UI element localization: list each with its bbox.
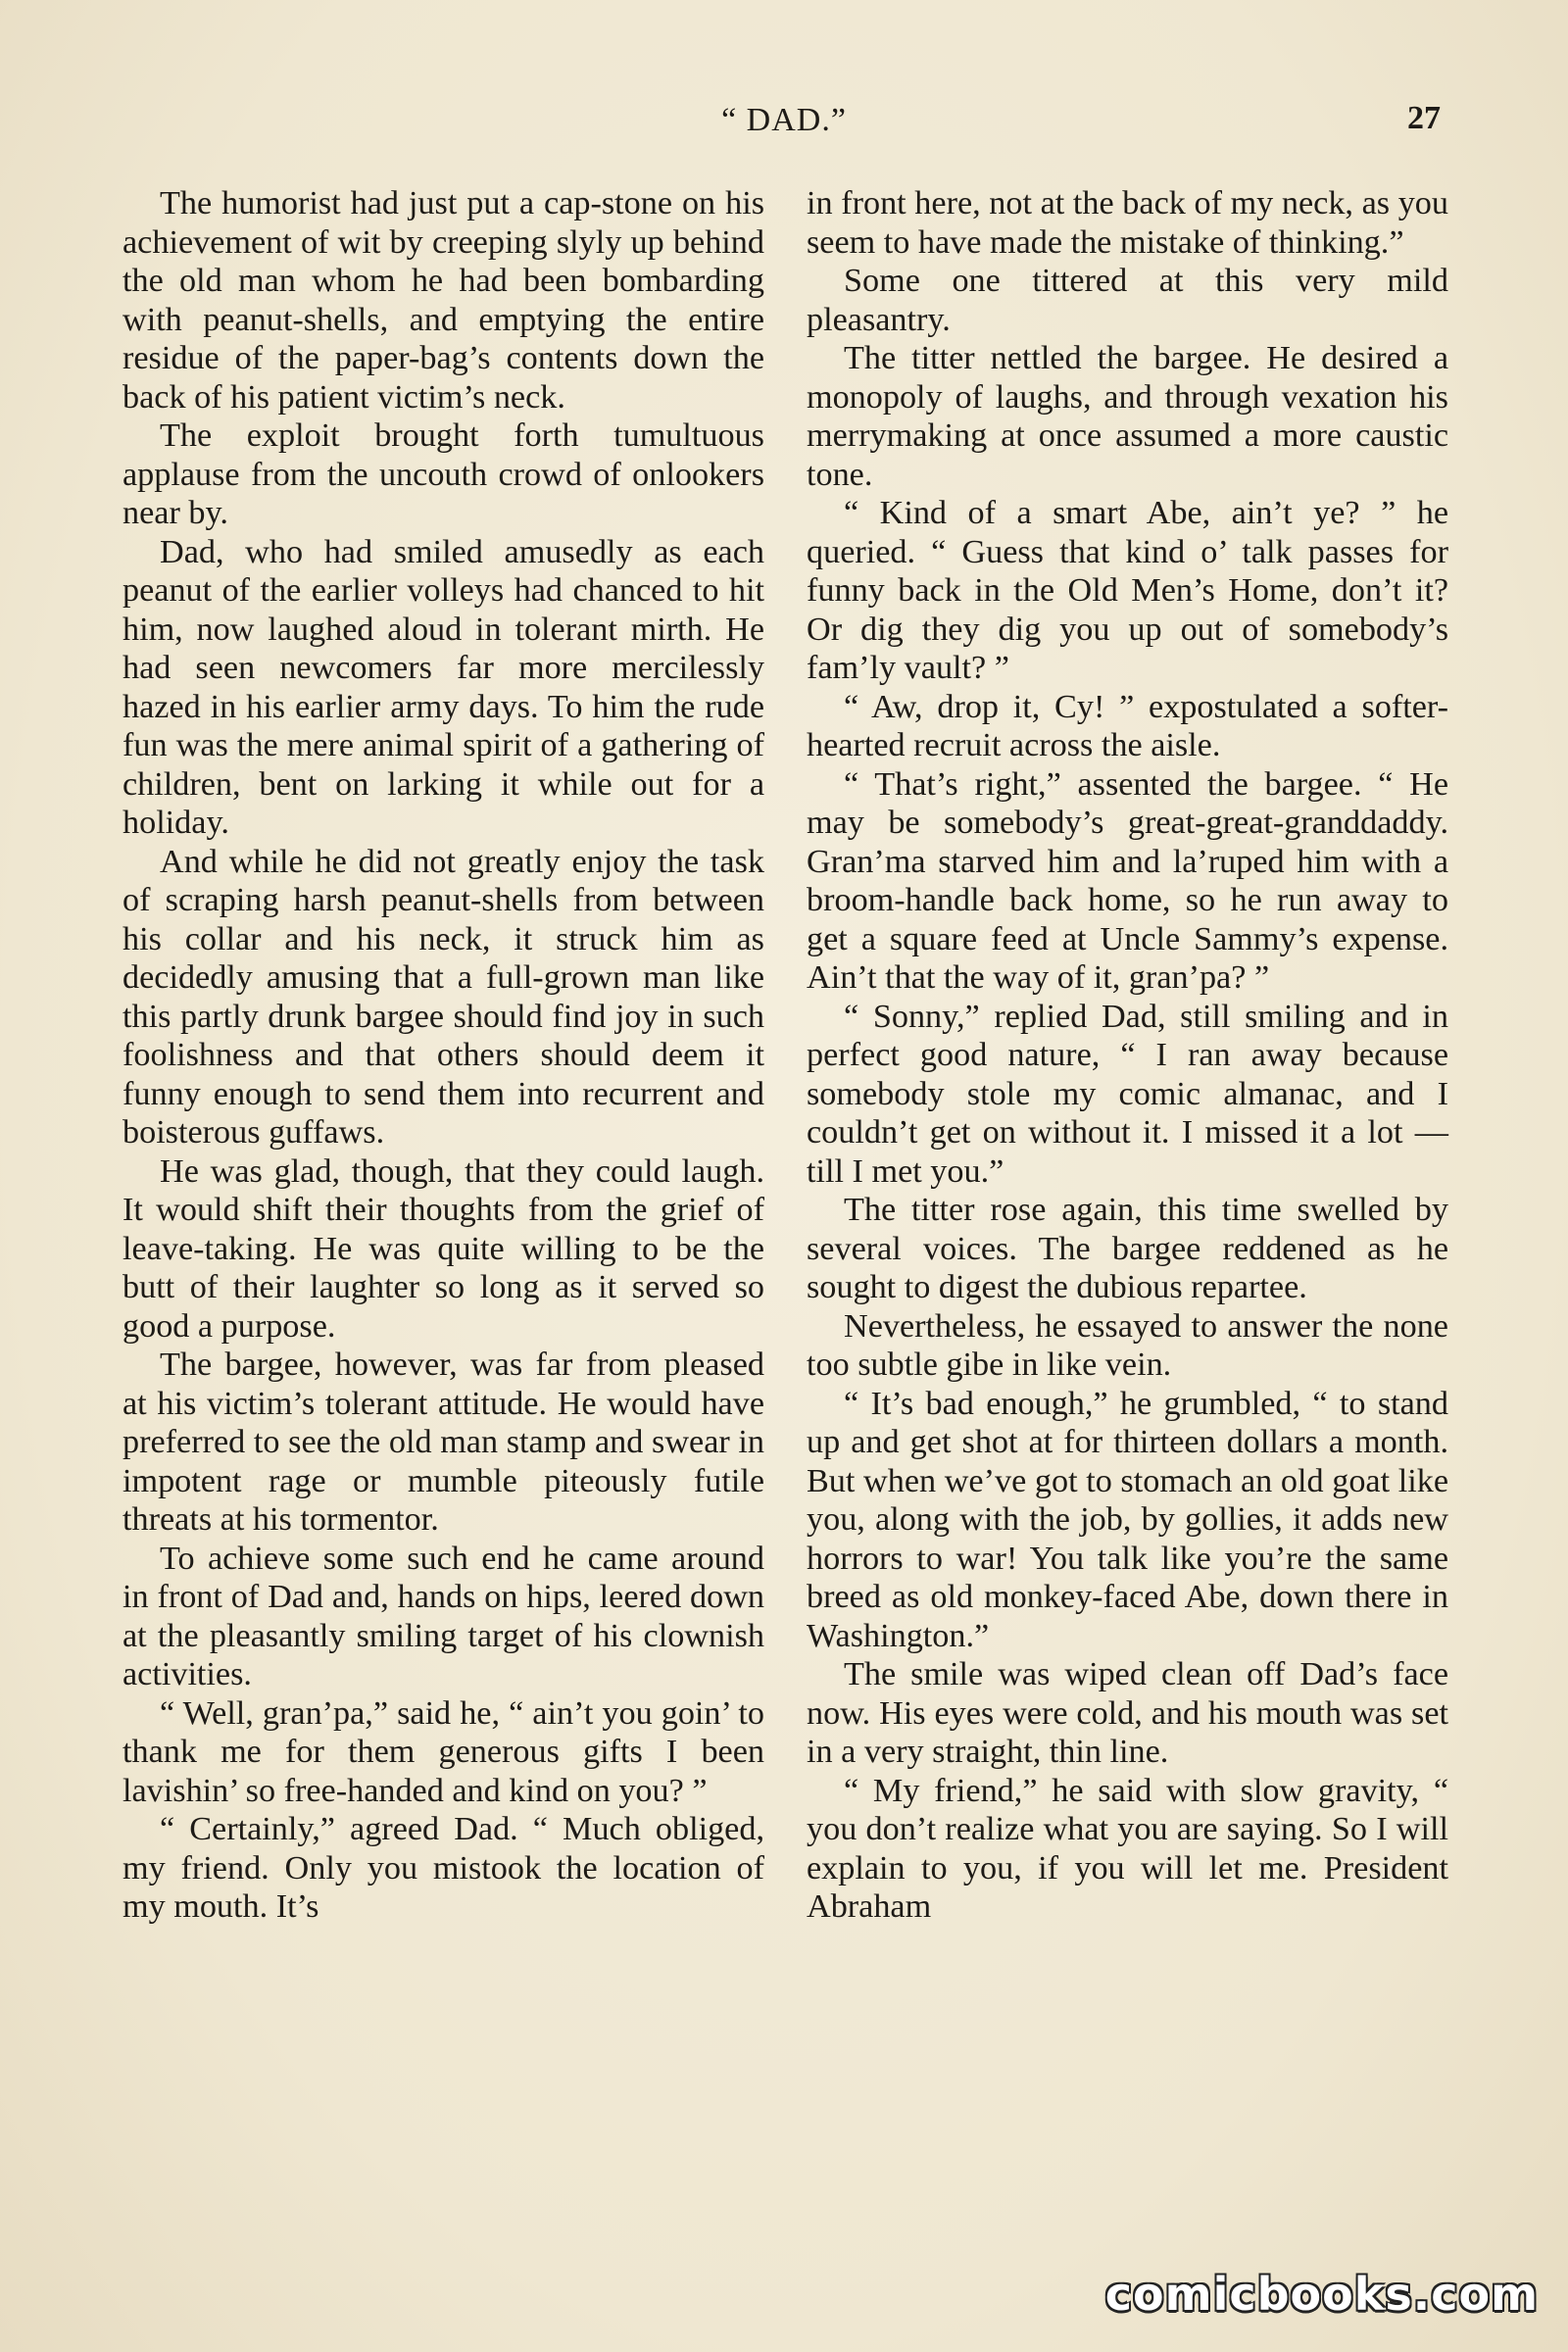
paragraph: “ Well, gran’pa,” said he, “ ain’t you goin’ to thank me for them generous gifts I been lavishin’ so free-handed and kind on you? ”	[122, 1694, 764, 1809]
paragraph: The smile was wiped clean off Dad’s face now. His eyes were cold, and his mouth was set in a very straight, thin line.	[807, 1656, 1448, 1770]
paragraph: The titter rose again, this time swelled by several voices. The bargee reddened as he sought to digest the dubious repartee.	[807, 1192, 1448, 1305]
paragraph: Nevertheless, he essayed to answer the none too subtle gibe in like vein.	[807, 1307, 1448, 1383]
paragraph: “ Aw, drop it, Cy! ” expostulated a softer-hearted recruit across the aisle.	[807, 688, 1448, 763]
paragraph: “ It’s bad enough,” he grumbled, “ to stand up and get shot at for thirteen dollars a month. But when we’ve got to stomach an old goat like you, along with the job, by gollies, it adds new horrors to war! You talk like you’re the same breed as old monkey-faced Abe, down there in Washington.”	[807, 1385, 1448, 1654]
left-column	[122, 184, 764, 1927]
paragraph: “ That’s right,” assented the bargee. “ He may be somebody’s great-great-granddaddy. Gran’ma starved him and la’ruped him with a broom-handle back home, so he run away to get a square feed at Uncle Sammy’s expense. Ain’t that the way of it, gran’pa? ”	[807, 765, 1448, 996]
paragraph: “ Kind of a smart Abe, ain’t ye? ” he queried. “ Guess that kind o’ talk passes for funny back in the Old Men’s Home, don’t it? Or dig they dig you up out of somebody’s fam’ly vault? ”	[807, 495, 1448, 686]
paragraph: The humorist had just put a cap-stone on his achievement of wit by creeping slyly up behind the old man whom he had been bombarding with peanut-shells, and emptying the entire residue of the paper-bag’s contents down the back of his patient victim’s neck.	[122, 185, 764, 416]
paragraph: And while he did not greatly enjoy the task of scraping harsh peanut-shells from between his collar and his neck, it struck him as decidedly amusing that a full-grown man like this partly drunk bargee should find joy in such foolishness and that others should deem it funny enough to send them into recurrent and boisterous guffaws.	[122, 843, 764, 1151]
paragraph: The bargee, however, was far from pleased at his victim’s tolerant attitude. He would have preferred to see the old man stamp and swear in impotent rage or mumble piteously futile threats at his tormentor.	[122, 1347, 764, 1538]
paragraph: The exploit brought forth tumultuous applause from the uncouth crowd of onlookers near by.	[122, 417, 764, 531]
paragraph-continuation: in front here, not at the back of my neck, as you seem to have made the mistake of thinking.”	[807, 185, 1448, 261]
chapter-title: “ DAD.”	[721, 102, 847, 138]
paragraph: He was glad, though, that they could laugh. It would shift their thoughts from the grief of leave-taking. He was quite willing to be the butt of their laughter so long as it served so good a purpose.	[122, 1152, 764, 1345]
page-number: 27	[1407, 100, 1441, 136]
paragraph: The titter nettled the bargee. He desired a monopoly of laughs, and through vexation his merrymaking at once assumed a more caustic tone.	[807, 340, 1448, 493]
paragraph: “ My friend,” he said with slow gravity, “ you don’t realize what you are saying. So I will explain to you, if you will let me. President Abraham	[807, 1772, 1448, 1925]
paragraph: “ Certainly,” agreed Dad. “ Much obliged, my friend. Only you mistook the location of my mouth. It’s	[122, 1811, 764, 1925]
paragraph: Some one tittered at this very mild pleasantry.	[807, 263, 1448, 338]
watermark-logo: comicbooks.com	[1104, 2268, 1539, 2321]
running-head	[0, 98, 1568, 147]
right-column	[807, 184, 1448, 1927]
paragraph: Dad, who had smiled amusedly as each peanut of the earlier volleys had chanced to hit him, now laughed aloud in tolerant mirth. He had seen newcomers far more mercilessly hazed in his earlier army days. To him the rude fun was the mere animal spirit of a gathering of children, bent on larking it while out for a holiday.	[122, 533, 764, 841]
paragraph: “ Sonny,” replied Dad, still smiling and in perfect good nature, “ I ran away because somebody stole my comic almanac, and I couldn’t get on without it. I missed it a lot — till I met you.”	[807, 998, 1448, 1190]
paragraph: To achieve some such end he came around in front of Dad and, hands on hips, leered down at the pleasantly smiling target of his clownish activities.	[122, 1540, 764, 1692]
